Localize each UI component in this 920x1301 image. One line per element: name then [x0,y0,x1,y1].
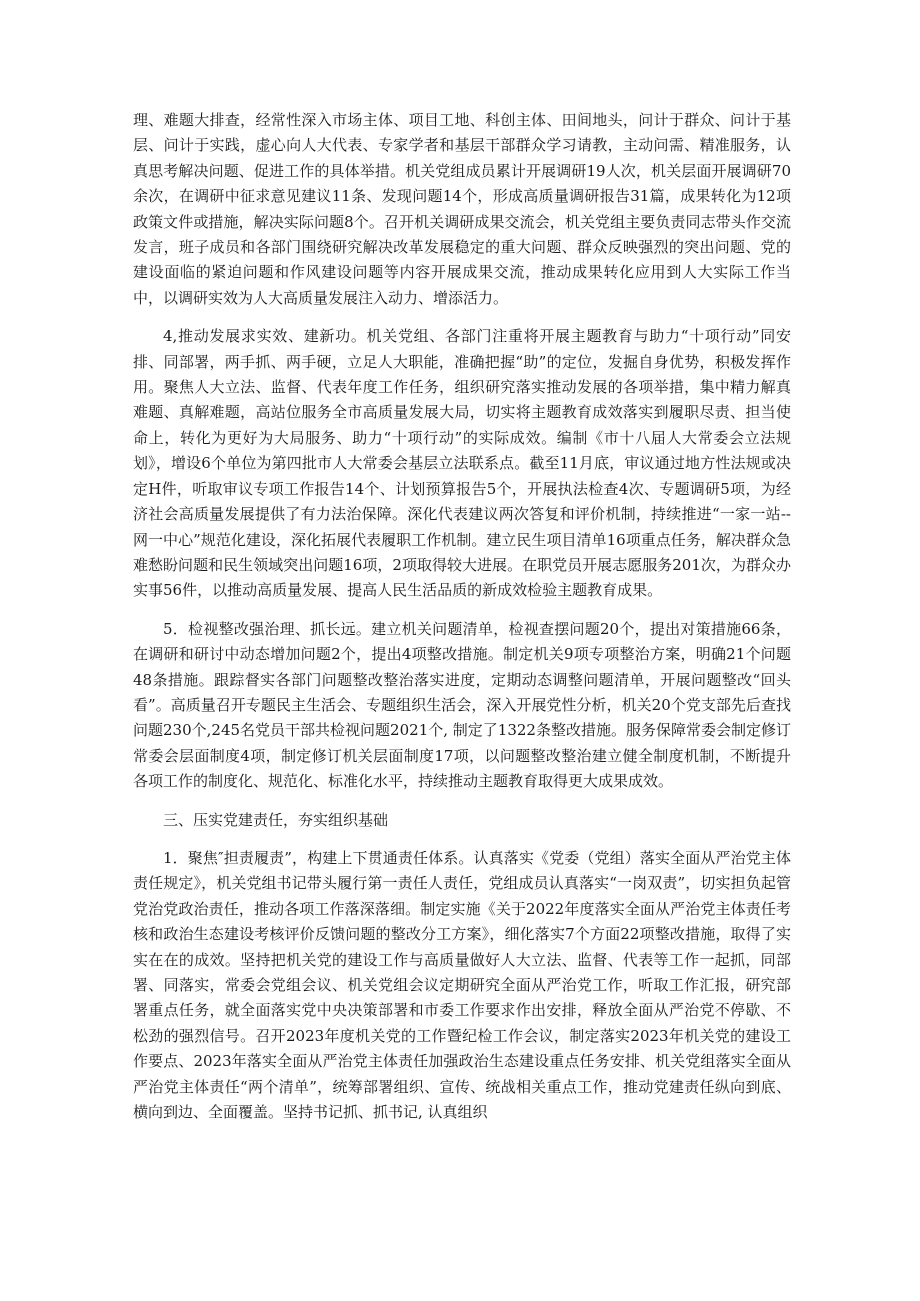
paragraph-item-4: 4,推动发展求实效、建新功。机关党组、各部门注重将开展主题教育与助力“十项行动”同安排、同部署，两手抓、两手硬，立足人大职能，准确把握“助”的定位，发掘自身优势，积极发挥作用。聚焦人大立法、监督、代表年度工作任务，组织研究落实推动发展的各项举措，集中精力解真难题、真解难题，高站位服务全市高质量发展大局，切实将主题教育成效落实到履职尽责、担当使命上，转化为更好为大局服务、助力“十项行动”的实际成效。编制《市十八届人大常委会立法规划》，增设6个单位为第四批市人大常委会基层立法联系点。截至11月底，审议通过地方性法规或决定H件，听取审议专项工作报告14个、计划预算报告5个，开展执法检查4次、专题调研5项，为经济社会高质量发展提供了有力法治保障。深化代表建议两次答复和评价机制，持续推进“一家一站--网一中心”规范化建设，深化拓展代表履职工作机制。建立民生项目清单16项重点任务，解决群众急难愁盼问题和民生领域突出问题16项，2项取得较大进展。在职党员开展志愿服务201次，为群众办实事56件，以推动高质量发展、提高人民生活品质的新成效检验主题教育成果。 [133,327,791,600]
document-body [133,108,791,1138]
section-heading-3: 三、压实党建责任，夯实组织基础 [163,810,389,829]
paragraph-item-5: 5．检视整改强治理、抓长远。建立机关问题清单，检视查摆问题20个，提出对策措施66条，在调研和研讨中动态增加问题2个，提出4项整改措施。制定机关9项专项整治方案，明确21个问题48条措施。跟踪督实各部门问题整改整治落实进度，定期动态调整问题清单，开展问题整改“回头看”。高质量召开专题民主生活会、专题组织生活会，深入开展党性分析，机关20个党支部先后查找问题230个,245名党员干部共检视问题2021个, 制定了1322条整改措施。服务保障常委会制定修订常委会层面制度4项，制定修订机关层面制度17项，以问题整改整治建立健全制度机制，不断提升各项工作的制度化、规范化、标准化水平，持续推动主题教育取得更大成果成效。 [133,619,791,791]
paragraph-research-continued: 理、难题大排查，经常性深入市场主体、项目工地、科创主体、田间地头，问计于群众、问计于基层、问计于实践，虚心向人大代表、专家学者和基层干部群众学习请教，主动问需、精准服务，认真思考解决问题、促进工作的具体举措。机关党组成员累计开展调研19人次，机关层面开展调研70余次，在调研中征求意见建议11条、发现问题14个，形成高质量调研报告31篇，成果转化为12项政策文件或措施，解决实际问题8个。召开机关调研成果交流会，机关党组主要负责同志带头作交流发言，班子成员和各部门围绕研究解决改革发展稳定的重大问题、群众反映强烈的突出问题、党的建设面临的紧迫问题和作风建设问题等内容开展成果交流，推动成果转化应用到人大实际工作当中，以调研实效为人大高质量发展注入动力、增添活力。 [133,111,791,307]
paragraph-section3-item-1: 1．聚焦″担责履责”，构建上下贯通责任体系。认真落实《党委（党组）落实全面从严治党主体责任规定》，机关党组书记带头履行第一责任人责任，党组成员认真落实“一岗双责”，切实担负起管党治党政治责任，推动各项工作落深落细。制定实施《关于2022年度落实全面从严治党主体责任考核和政治生态建设考核评价反馈问题的整改分工方案》，细化落实7个方面22项整改措施，取得了实实在在的成效。坚持把机关党的建设工作与高质量做好人大立法、监督、代表等工作一起抓，同部署、同落实，常委会党组会议、机关党组会议定期研究全面从严治党工作，听取工作汇报，研究部署重点任务，就全面落实党中央决策部署和市委工作要求作出安排，释放全面从严治党不停歇、不松劲的强烈信号。召开2023年度机关党的工作暨纪检工作会议，制定落实2023年机关党的建设工作要点、2023年落实全面从严治党主体责任加强政治生态建设重点任务安排、机关党组落实全面从严治党主体责任“两个清单”，统筹部署组织、宣传、统战相关重点工作，推动党建责任纵向到底、横向到边、全面覆盖。坚持书记抓、抓书记, 认真组织 [133,848,791,1122]
